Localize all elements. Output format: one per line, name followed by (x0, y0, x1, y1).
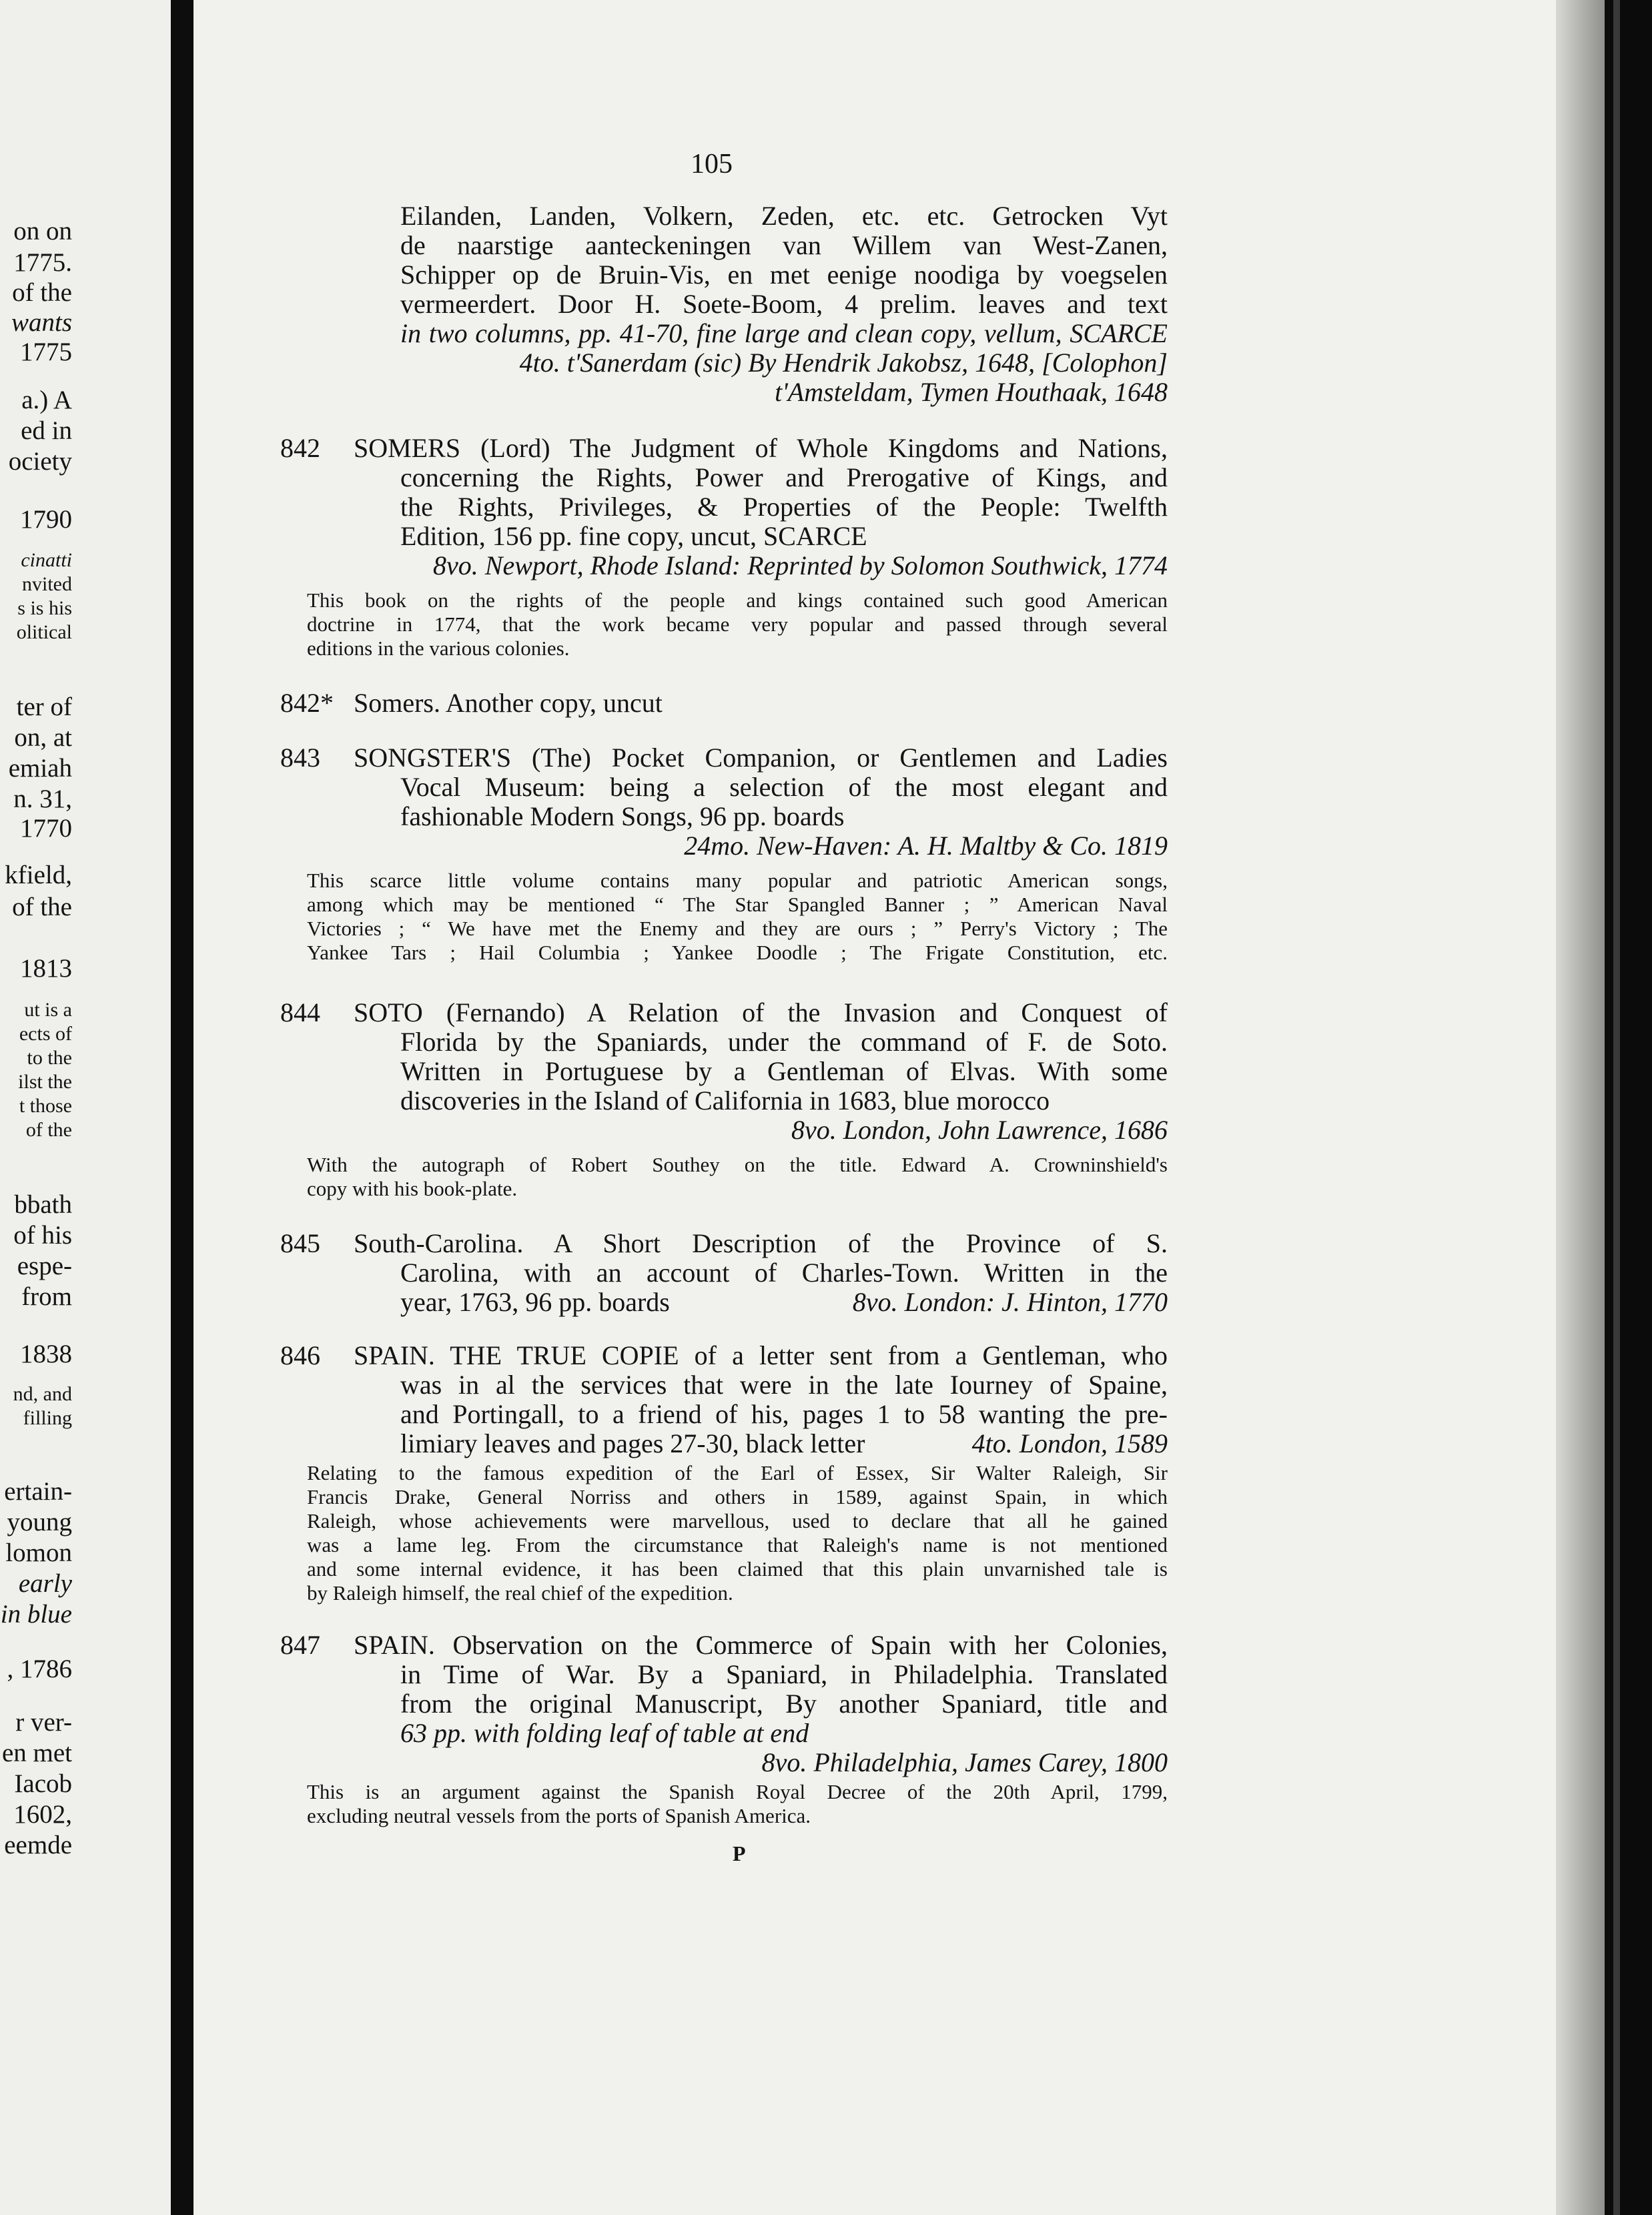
left-fragment: ed in (21, 416, 72, 445)
note-line: excluding neutral vessels from the ports of Spanish America. (307, 1804, 811, 1827)
left-fragment: on on (13, 217, 72, 246)
left-fragment: nd, and (13, 1383, 72, 1405)
left-fragment: ertain- (4, 1477, 72, 1506)
left-fragment: of the (25, 1119, 72, 1141)
left-fragment: eemde (4, 1831, 72, 1859)
left-fragment: of the (12, 278, 72, 307)
note-line: Yankee Tars ; Hail Columbia ; Yankee Doodle ; The Frigate Constitution, etc. (307, 941, 1168, 964)
binding-gutter (171, 0, 193, 2215)
left-fragment: Iacob (14, 1769, 72, 1798)
scan-border-line (1613, 0, 1620, 2215)
entry-number: 845 (280, 1228, 320, 1258)
catalogue-entry-842 (280, 434, 1168, 660)
imprint: 4to. t'Sanerdam (sic) By Hendrik Jakobsz, 1648, [Colophon] (519, 348, 1168, 378)
entry-line: Florida by the Spaniards, under the command of F. de Soto. (400, 1027, 1168, 1057)
left-fragment: 1813 (20, 954, 72, 983)
entry-line: vermeerdert. Door H. Soete-Boom, 4 prelim. leaves and text (400, 289, 1168, 319)
left-fragment: a.) A (21, 386, 72, 414)
entry-line: in two columns, pp. 41-70, fine large and clean copy, vellum, SCARCE (400, 318, 1168, 348)
imprint: 8vo. Philadelphia, James Carey, 1800 (761, 1747, 1168, 1777)
left-fragment: nvited (22, 573, 72, 595)
entry-line: from the original Manuscript, By another Spaniard, title and (400, 1689, 1168, 1719)
entry-line: discoveries in the Island of California in 1683, blue morocco (400, 1085, 1050, 1116)
left-fragment: 1838 (20, 1340, 72, 1368)
left-fragment: lomon (5, 1538, 72, 1567)
left-fragment: in blue (0, 1600, 72, 1629)
entry-number: 842 (280, 433, 320, 463)
entry-line: the Rights, Privileges, & Properties of the People: Twelfth (400, 492, 1168, 522)
note-line: This is an argument against the Spanish Royal Decree of the 20th April, 1799, (307, 1780, 1168, 1803)
imprint: 24mo. New-Haven: A. H. Maltby & Co. 1819 (684, 831, 1168, 861)
left-fragment: ter of (16, 693, 72, 721)
entry-line: 63 pp. with folding leaf of table at end (400, 1718, 809, 1748)
note-line: editions in the various colonies. (307, 636, 570, 660)
left-fragment: of the (12, 893, 72, 921)
imprint: t'Amsteldam, Tymen Houthaak, 1648 (775, 377, 1168, 407)
entry-line: Somers. Another copy, uncut (354, 688, 663, 718)
left-fragment: , 1786 (7, 1655, 72, 1683)
catalogue-entry-847 (280, 1631, 1168, 1828)
left-fragment: early (18, 1569, 72, 1598)
left-fragment: ut is a (24, 999, 72, 1021)
entry-line: de naarstige aanteckeningen van Willem van West-Zanen, (400, 230, 1168, 260)
left-fragment: young (7, 1508, 72, 1536)
entry-note (280, 1461, 1168, 1605)
left-fragment: olitical (16, 621, 72, 643)
catalogue-entry-844 (280, 998, 1168, 1201)
note-line: and some internal evidence, it has been claimed that this plain unvarnished tale is (307, 1557, 1168, 1581)
entry-line: Carolina, with an account of Charles-Town. Written in the (400, 1258, 1168, 1288)
note-line: With the autograph of Robert Southey on the title. Edward A. Crowninshield's (307, 1153, 1168, 1176)
catalogue-entry-843 (280, 743, 1168, 965)
entry-number: 843 (280, 743, 320, 773)
note-line: Relating to the famous expedition of the Earl of Essex, Sir Walter Raleigh, Sir (307, 1461, 1168, 1484)
catalogue-entry-continuation (280, 201, 1168, 407)
entry-line: SOMERS (Lord) The Judgment of Whole Kingdoms and Nations, (354, 433, 1168, 463)
imprint: 8vo. London, John Lawrence, 1686 (791, 1115, 1168, 1145)
left-fragment: ects of (19, 1023, 72, 1045)
entry-line: South-Carolina. A Short Description of the Province of S. (354, 1228, 1168, 1258)
left-fragment: emiah (8, 754, 72, 783)
entry-line: year, 1763, 96 pp. boards (400, 1287, 670, 1317)
entry-line: SPAIN. THE TRUE COPIE of a letter sent from a Gentleman, who (354, 1340, 1168, 1370)
entry-line: was in al the services that were in the late Iourney of Spaine, (400, 1370, 1168, 1400)
left-fragment: on, at (14, 723, 72, 752)
entry-note (280, 1153, 1168, 1201)
entry-line: Vocal Museum: being a selection of the most elegant and (400, 772, 1168, 802)
entry-note (280, 1780, 1168, 1828)
page-number: 105 (691, 149, 733, 179)
entry-line: SOTO (Fernando) A Relation of the Invasion and Conquest of (354, 997, 1168, 1027)
left-fragment: 1770 (20, 814, 72, 843)
left-fragment: of his (13, 1221, 72, 1250)
left-fragment: s is his (17, 597, 72, 619)
page-edge-shadow (1556, 0, 1605, 2215)
entry-line: concerning the Rights, Power and Prerogative of Kings, and (400, 462, 1168, 492)
entry-line: Eilanden, Landen, Volkern, Zeden, etc. etc. Getrocken Vyt (400, 201, 1168, 231)
left-fragment: kfield, (5, 861, 72, 889)
left-fragment: 1775. (13, 248, 72, 277)
note-line: Victories ; “ We have met the Enemy and they are ours ; ” Perry's Victory ; The (307, 917, 1168, 940)
left-fragment: 1775 (20, 338, 72, 366)
note-line: copy with his book-plate. (307, 1177, 518, 1200)
left-fragment: r ver- (15, 1708, 72, 1737)
entry-number: 842* (280, 688, 334, 718)
entry-note (280, 588, 1168, 660)
note-line: Francis Drake, General Norriss and others in 1589, against Spain, in which (307, 1485, 1168, 1508)
catalogue-entry-845 (280, 1229, 1168, 1317)
left-fragment: bbath (14, 1190, 72, 1219)
left-fragment: to the (27, 1047, 72, 1069)
left-fragment: espe- (17, 1252, 72, 1280)
entry-line: Written in Portuguese by a Gentleman of Elvas. With some (400, 1056, 1168, 1086)
left-fragment: ilst the (18, 1071, 72, 1093)
catalogue-entry-846 (280, 1341, 1168, 1605)
imprint: 8vo. Newport, Rhode Island: Reprinted by Solomon Southwick, 1774 (433, 550, 1168, 580)
entry-line: in Time of War. By a Spaniard, in Philadelphia. Translated (400, 1659, 1168, 1689)
entry-line: and Portingall, to a friend of his, pages 1 to 58 wanting the pre- (400, 1399, 1168, 1429)
left-fragment: ociety (8, 447, 72, 476)
entry-line: SONGSTER'S (The) Pocket Companion, or Gentlemen and Ladies (354, 743, 1168, 773)
note-line: among which may be mentioned “ The Star Spangled Banner ; ” American Naval (307, 893, 1168, 916)
entry-line: limiary leaves and pages 27-30, black letter (400, 1428, 865, 1458)
entry-line: Schipper op de Bruin-Vis, en met eenige noodiga by voegselen (400, 260, 1168, 290)
entry-note (280, 869, 1168, 965)
entry-line: fashionable Modern Songs, 96 pp. boards (400, 801, 845, 831)
note-line: doctrine in 1774, that the work became very popular and passed through several (307, 612, 1168, 636)
left-fragment: filling (23, 1407, 72, 1429)
left-fragment: en met (1, 1739, 72, 1767)
left-fragment: wants (11, 308, 72, 337)
note-line: This book on the rights of the people and kings contained such good American (307, 588, 1168, 612)
left-fragment: cinatti (21, 549, 72, 571)
entry-number: 846 (280, 1340, 320, 1370)
note-line: by Raleigh himself, the real chief of the expedition. (307, 1581, 733, 1605)
imprint: 8vo. London: J. Hinton, 1770 (852, 1287, 1168, 1317)
left-fragment: 1602, (13, 1800, 72, 1829)
left-fragment: n. 31, (13, 785, 72, 813)
note-line: This scarce little volume contains many popular and patriotic American songs, (307, 869, 1168, 892)
left-facing-page (0, 0, 171, 2215)
entry-number: 844 (280, 997, 320, 1027)
note-line: Raleigh, whose achievements were marvellous, used to declare that all he gained (307, 1509, 1168, 1532)
imprint: 4to. London, 1589 (971, 1428, 1168, 1458)
catalogue-entry-842-star (280, 689, 1168, 718)
left-fragment: t those (19, 1095, 72, 1117)
entry-number: 847 (280, 1630, 320, 1660)
signature-mark: P (733, 1841, 746, 1865)
scan-border (1605, 0, 1652, 2215)
entry-line: SPAIN. Observation on the Commerce of Spain with her Colonies, (354, 1630, 1168, 1660)
entry-line: Edition, 156 pp. fine copy, uncut, SCARCE (400, 521, 867, 551)
left-fragment: 1790 (20, 505, 72, 534)
note-line: was a lame leg. From the circumstance that Raleigh's name is not mentioned (307, 1533, 1168, 1557)
left-fragment: from (21, 1282, 72, 1311)
